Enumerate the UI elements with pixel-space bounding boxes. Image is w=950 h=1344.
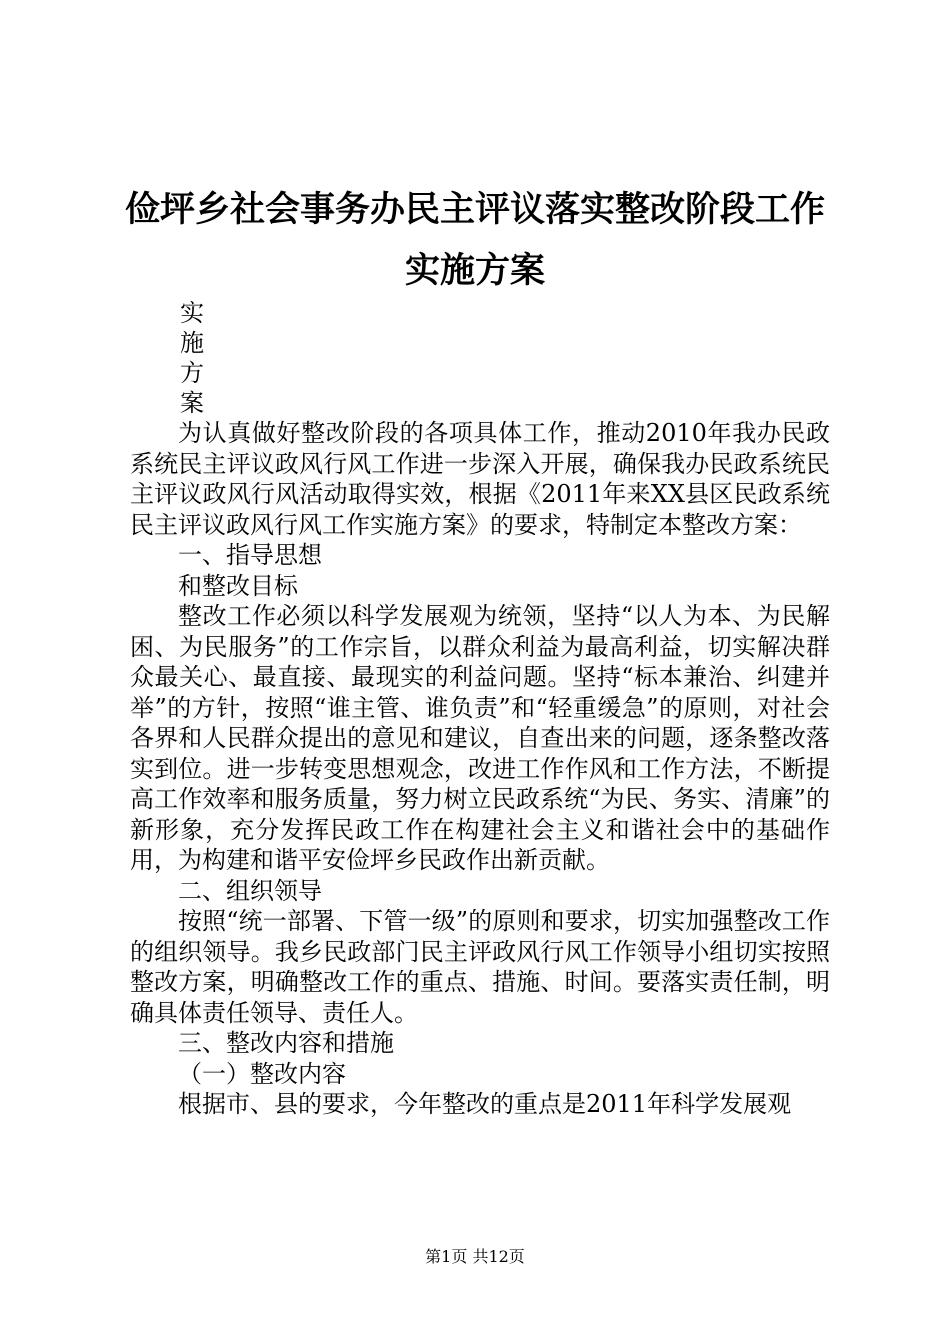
vertical-char: 方 (180, 359, 204, 387)
paragraph-guiding-goals: 整改工作必须以科学发展观为统领，坚持“以人为本、为民解困、为民服务”的工作宗旨，以群众利益为最高利益，切实解决群众最关心、最直接、最现实的利益问题。坚持“标本兼治、纠建并举”的方针，按照“谁主管、谁负责”和“轻重缓急”的原则，对社会各界和人民群众提出的意见和建议，自查出来的问题，逐条整改落实到位。进一步转变思想观念，改进工作作风和工作方法，不断提高工作效率和服务质量，努力树立民政系统“为民、务实、清廉”的新形象，充分发挥民政工作在构建社会主义和谐社会中的基础作用，为构建和谐平安俭坪乡民政作出新贡献。 (130, 602, 830, 874)
section-heading-3: 三、整改内容和措施 (178, 1029, 394, 1057)
vertical-char: 施 (180, 329, 204, 357)
page-number-footer: 第1页 共12页 (425, 1247, 525, 1266)
paragraph-rectification-content: 根据市、县的要求，今年整改的重点是2011年科学发展观 (178, 1090, 792, 1118)
vertical-title-text (180, 298, 210, 418)
section-heading-2: 二、组织领导 (178, 876, 322, 905)
subsection-heading-1: （一）整改内容 (178, 1059, 346, 1088)
section-heading-1: 一、指导思想 (178, 541, 322, 569)
paragraph-intro: 为认真做好整改阶段的各项具体工作，推动2010年我办民政系统民主评议政风行风工作进一步深入开展，确保我办民政系统民主评议政风行风活动取得实效，根据《2011年来XX县区民政系统民主评议政风行风工作实施方案》的要求，特制定本整改方案： (130, 419, 830, 539)
document-body (130, 418, 830, 1120)
vertical-char: 实 (180, 299, 204, 327)
document-title-line-2: 实施方案 (404, 251, 545, 291)
vertical-char: 案 (180, 389, 204, 417)
section-heading-1-continued: 和整改目标 (178, 571, 298, 600)
paragraph-organization: 按照“统一部署、下管一级”的原则和要求，切实加强整改工作的组织领导。我乡民政部门民主评政风行风工作领导小组切实按照整改方案，明确整改工作的重点、措施、时间。要落实责任制，明确具体责任领导、责任人。 (130, 907, 830, 1027)
document-title-line-1: 俭坪乡社会事务办民主评议落实整改阶段工作 (124, 190, 825, 230)
